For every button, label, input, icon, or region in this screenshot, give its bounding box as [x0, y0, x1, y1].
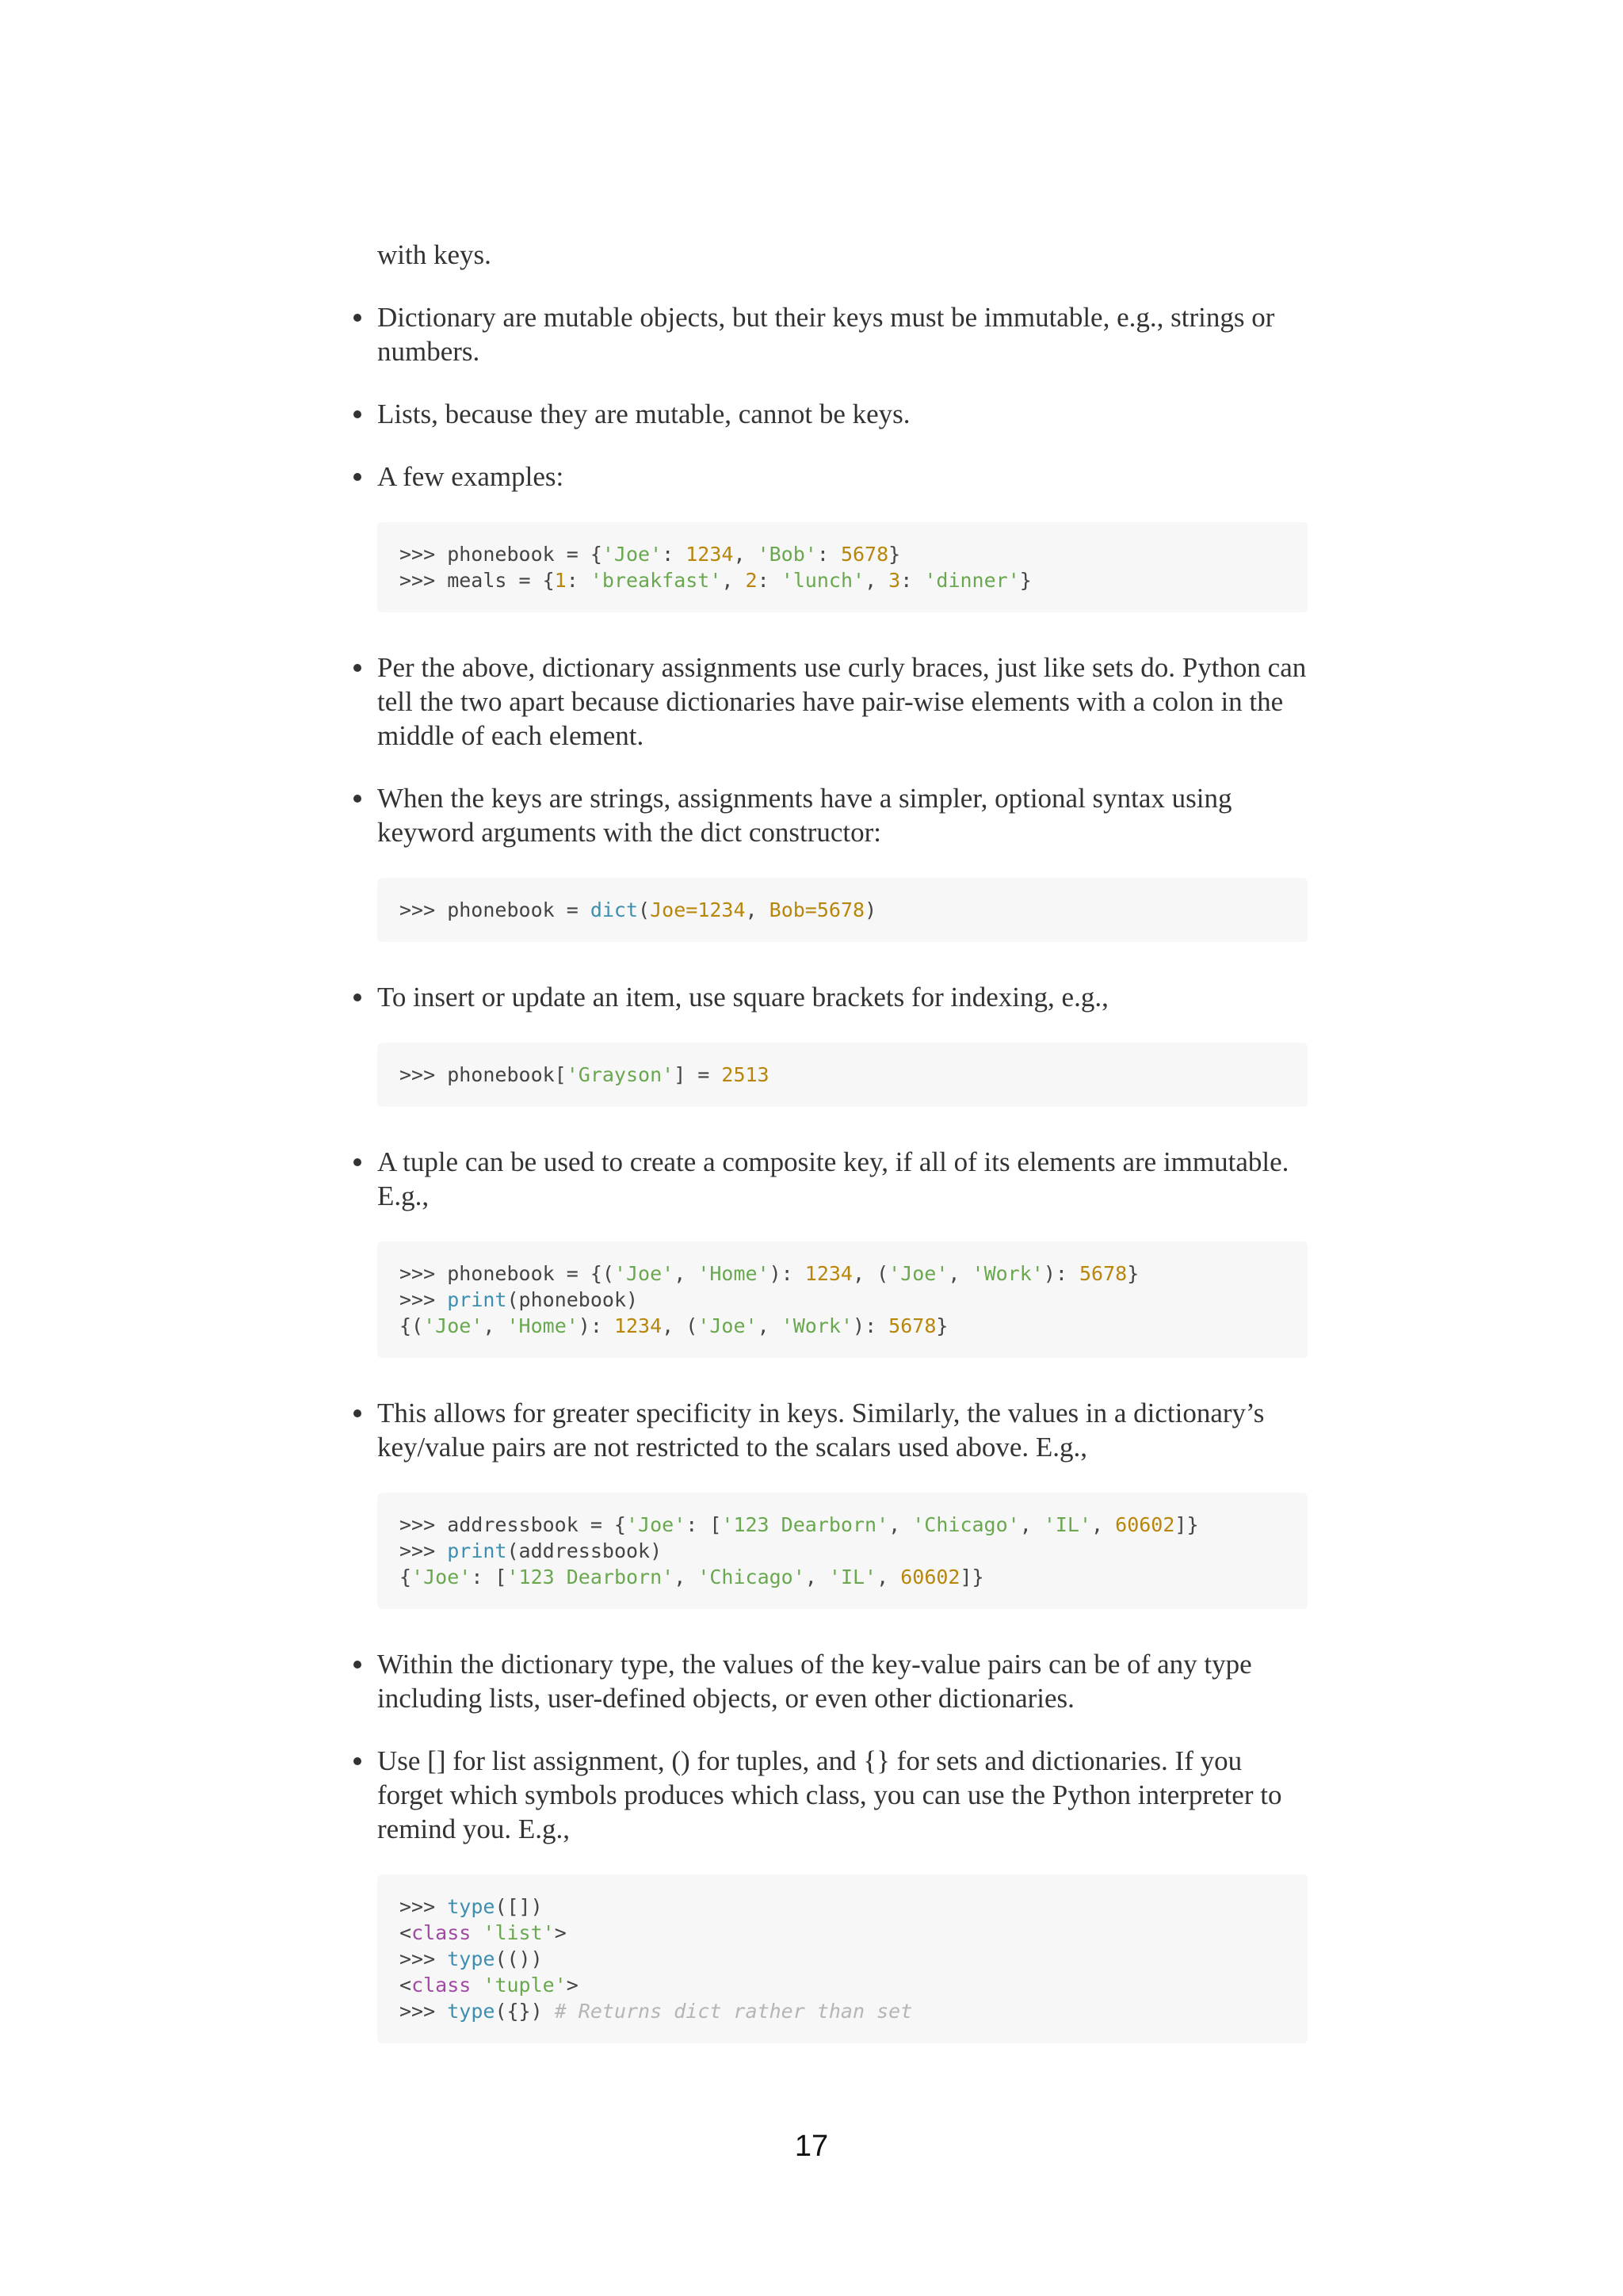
code-token: ): — [578, 1314, 614, 1337]
intro-text: with keys. — [377, 239, 491, 270]
code-token: type — [447, 2000, 495, 2023]
bullet-item — [377, 1647, 1308, 1715]
bullet-text: This allows for greater specificity in keys. Similarly, the values in a dictionary’s key/value pairs are not restricted to the scalars used above. E.g., — [377, 1398, 1265, 1463]
code-token: print — [447, 1539, 507, 1562]
code-token: 'Joe' — [411, 1566, 472, 1589]
bullet-item — [377, 1396, 1308, 1464]
code-token: 'Joe' — [625, 1513, 686, 1536]
code-token: >>> phonebook = — [399, 898, 590, 921]
code-token: {( — [399, 1314, 424, 1337]
code-line — [399, 541, 1285, 567]
bullet-dot-icon — [353, 1757, 361, 1765]
bullet-dot-icon — [353, 1409, 361, 1417]
code-token: 'Home' — [506, 1314, 579, 1337]
bullet-item — [377, 300, 1308, 368]
code-token: 5678 — [840, 543, 889, 566]
code-token: } — [1019, 569, 1032, 592]
code-item — [377, 522, 1308, 612]
code-token: '123 Dearborn' — [721, 1513, 889, 1536]
code-token: 5678 — [888, 1314, 937, 1337]
code-token: 'Joe' — [888, 1262, 949, 1285]
code-token: 60602 — [900, 1566, 960, 1589]
code-token: } — [888, 543, 901, 566]
code-line — [399, 1894, 1285, 1920]
code-block — [377, 1875, 1308, 2043]
code-token: { — [399, 1566, 412, 1589]
code-token: >>> meals = { — [399, 569, 555, 592]
code-item — [377, 1875, 1308, 2043]
code-block — [377, 522, 1308, 612]
code-token: , — [745, 898, 769, 921]
code-token: } — [936, 1314, 949, 1337]
code-token: ] = — [674, 1063, 722, 1086]
code-token: print — [447, 1288, 507, 1311]
code-token: , — [1091, 1513, 1116, 1536]
code-token: Joe=1234 — [650, 898, 746, 921]
bullet-dot-icon — [353, 1661, 361, 1669]
code-token: 'Grayson' — [566, 1063, 674, 1086]
code-token: type — [447, 1947, 495, 1970]
code-token: , — [888, 1513, 913, 1536]
code-token: : [ — [471, 1566, 507, 1589]
bullet-text: Within the dictionary type, the values of the key-value pairs can be of any type including lists, user-defined objects, or even other dictionaries. — [377, 1649, 1252, 1714]
code-line — [399, 567, 1285, 593]
code-token: 'Joe' — [697, 1314, 758, 1337]
code-token: } — [1127, 1262, 1140, 1285]
code-token: ): — [853, 1314, 889, 1337]
code-token: 'Bob' — [757, 543, 817, 566]
bullet-dot-icon — [353, 314, 361, 322]
code-token: >>> — [399, 1895, 448, 1918]
code-line — [399, 1313, 1285, 1339]
code-token: , — [674, 1262, 698, 1285]
code-token: 'Joe' — [601, 543, 663, 566]
code-token: , — [876, 1566, 901, 1589]
code-token: 2 — [745, 569, 758, 592]
code-token: < — [399, 1974, 412, 1997]
code-token: 1234 — [804, 1262, 853, 1285]
code-token: Bob=5678 — [769, 898, 865, 921]
code-token: 5678 — [1079, 1262, 1128, 1285]
code-line — [399, 897, 1285, 923]
code-token: ([]) — [495, 1895, 543, 1918]
code-token: , — [757, 1314, 781, 1337]
code-token: : — [757, 569, 781, 592]
code-token: : [ — [685, 1513, 722, 1536]
code-token: , — [804, 1566, 829, 1589]
code-block — [377, 1241, 1308, 1358]
bullet-text: A few examples: — [377, 461, 564, 492]
code-token: 'tuple' — [483, 1974, 567, 1997]
code-token: , — [865, 569, 889, 592]
bullet-item — [377, 650, 1308, 753]
code-line — [399, 1512, 1285, 1538]
bullet-list — [377, 300, 1308, 2043]
code-token: (()) — [495, 1947, 543, 1970]
code-token: 3 — [888, 569, 901, 592]
code-token: > — [554, 1921, 567, 1944]
code-token: # Returns dict rather than set — [554, 2000, 913, 2023]
code-token: >>> — [399, 1288, 448, 1311]
bullet-item — [377, 460, 1308, 494]
code-block — [377, 878, 1308, 942]
code-token: (addressbook) — [506, 1539, 663, 1562]
bullet-dot-icon — [353, 1158, 361, 1166]
code-item — [377, 878, 1308, 942]
bullet-dot-icon — [353, 410, 361, 418]
bullet-text: Per the above, dictionary assignments use curly braces, just like sets do. Python can tell the two apart because dictionaries have pair-wise elements with a colon in the middle of each element. — [377, 652, 1307, 751]
code-token: 60602 — [1115, 1513, 1175, 1536]
code-line — [399, 1287, 1285, 1313]
code-line — [399, 1564, 1285, 1590]
code-token: : — [816, 543, 841, 566]
code-token: 2513 — [721, 1063, 769, 1086]
code-token: : — [566, 569, 590, 592]
bullet-dot-icon — [353, 994, 361, 1001]
code-token: 'IL' — [1043, 1513, 1092, 1536]
code-token: >>> phonebook = {( — [399, 1262, 614, 1285]
code-token: type — [447, 1895, 495, 1918]
code-token: ): — [769, 1262, 805, 1285]
code-token: , ( — [662, 1314, 698, 1337]
code-token: , — [733, 543, 758, 566]
code-token: ]} — [1174, 1513, 1199, 1536]
code-token: >>> — [399, 1539, 448, 1562]
code-token: 'IL' — [828, 1566, 877, 1589]
code-line — [399, 1972, 1285, 1998]
code-token: 'breakfast' — [590, 569, 722, 592]
bullet-dot-icon — [353, 664, 361, 672]
code-token: 'Work' — [781, 1314, 854, 1337]
code-token: ) — [865, 898, 877, 921]
code-token — [471, 1921, 483, 1944]
code-token: class — [411, 1921, 472, 1944]
code-token: >>> — [399, 1947, 448, 1970]
code-token: 1234 — [685, 543, 734, 566]
code-token: class — [411, 1974, 472, 1997]
code-token: (phonebook) — [506, 1288, 639, 1311]
code-token: , — [721, 569, 746, 592]
code-line — [399, 1998, 1285, 2024]
code-line — [399, 1062, 1285, 1088]
code-item — [377, 1043, 1308, 1107]
page-content — [377, 238, 1308, 2081]
code-item — [377, 1493, 1308, 1609]
code-line — [399, 1261, 1285, 1287]
bullet-text: A tuple can be used to create a composite key, if all of its elements are immutable. E.g., — [377, 1146, 1289, 1211]
code-token: >>> — [399, 2000, 448, 2023]
code-token: ]} — [960, 1566, 984, 1589]
bullet-item — [377, 1145, 1308, 1213]
code-token: ({}) — [495, 2000, 555, 2023]
code-token: , — [1019, 1513, 1044, 1536]
bullet-text: Use [] for list assignment, () for tuples, and {} for sets and dictionaries. If you forget which symbols produces which class, you can use the Python interpreter to remind you. E.g., — [377, 1745, 1282, 1844]
code-token: , — [674, 1566, 698, 1589]
bullet-dot-icon — [353, 473, 361, 481]
code-token: > — [566, 1974, 579, 1997]
code-line — [399, 1538, 1285, 1564]
bullet-dot-icon — [353, 795, 361, 803]
code-block — [377, 1043, 1308, 1107]
code-token: 'Home' — [697, 1262, 769, 1285]
code-token: 'Joe' — [613, 1262, 674, 1285]
code-token — [471, 1974, 483, 1997]
code-token: 1234 — [613, 1314, 663, 1337]
code-token: , ( — [853, 1262, 889, 1285]
code-token: 'Chicago' — [912, 1513, 1020, 1536]
code-token: , — [483, 1314, 507, 1337]
code-item — [377, 1241, 1308, 1358]
code-token: 'dinner' — [924, 569, 1020, 592]
code-token: , — [948, 1262, 972, 1285]
code-token: 'lunch' — [781, 569, 865, 592]
code-token: : — [662, 543, 686, 566]
bullet-item — [377, 980, 1308, 1014]
code-token: : — [900, 569, 925, 592]
code-block — [377, 1493, 1308, 1609]
code-token: '123 Dearborn' — [506, 1566, 674, 1589]
code-token: < — [399, 1921, 412, 1944]
code-token: ( — [638, 898, 651, 921]
code-token: 'Joe' — [423, 1314, 483, 1337]
code-token: dict — [590, 898, 639, 921]
code-token: >>> phonebook[ — [399, 1063, 567, 1086]
bullet-text: When the keys are strings, assignments have a simpler, optional syntax using keyword arguments with the dict constructor: — [377, 783, 1232, 848]
code-token: 'Chicago' — [697, 1566, 805, 1589]
bullet-item — [377, 397, 1308, 431]
code-token: >>> addressbook = { — [399, 1513, 626, 1536]
bullet-item — [377, 1744, 1308, 1846]
bullet-text: Lists, because they are mutable, cannot be keys. — [377, 399, 911, 429]
code-token: 'Work' — [972, 1262, 1044, 1285]
code-token: ): — [1043, 1262, 1079, 1285]
code-token: 1 — [554, 569, 567, 592]
code-line — [399, 1920, 1285, 1946]
code-token: >>> phonebook = { — [399, 543, 602, 566]
code-token: 'list' — [483, 1921, 555, 1944]
bullet-item — [377, 781, 1308, 849]
code-line — [399, 1946, 1285, 1972]
bullet-text: Dictionary are mutable objects, but their keys must be immutable, e.g., strings or numbers. — [377, 302, 1275, 367]
page-number: 17 — [794, 2130, 829, 2163]
bullet-text: To insert or update an item, use square brackets for indexing, e.g., — [377, 982, 1109, 1013]
